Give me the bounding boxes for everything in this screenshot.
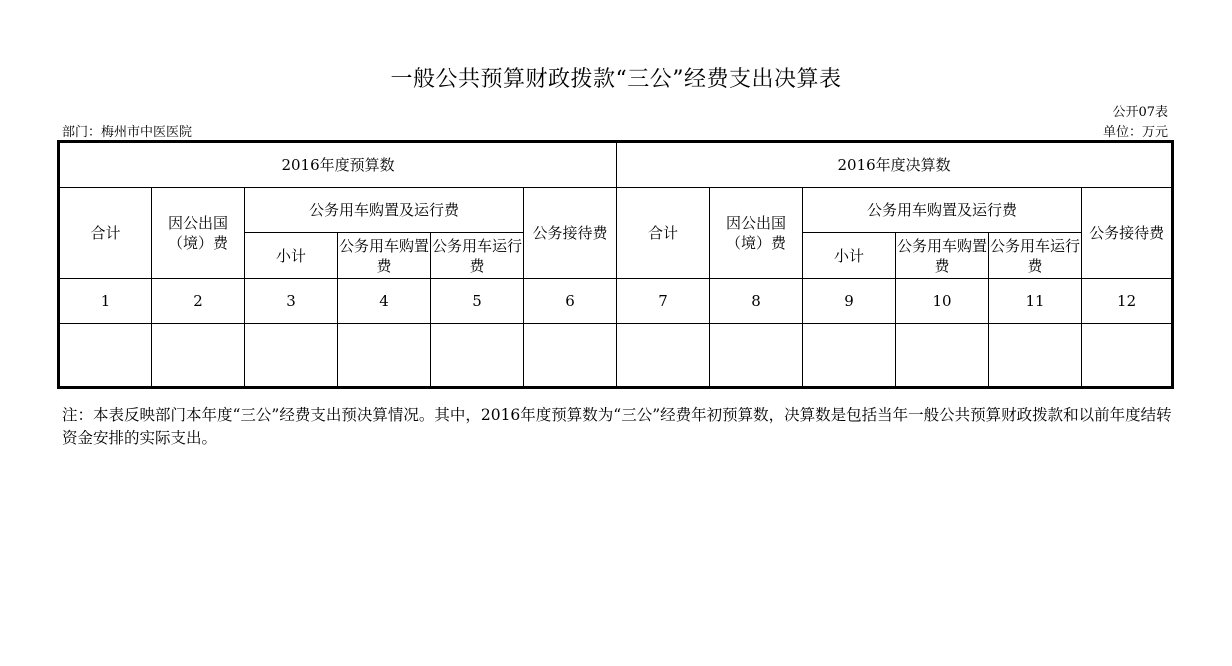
data-cell (710, 323, 803, 387)
column-number: 3 (245, 279, 338, 324)
data-cell (617, 323, 710, 387)
final-vehicle-operation-header: 公务用车运行费 (989, 233, 1082, 279)
table-row (59, 323, 1173, 387)
column-number: 4 (338, 279, 431, 324)
data-cell (803, 323, 896, 387)
budget-subtotal-header: 小计 (245, 233, 338, 279)
column-number: 12 (1082, 279, 1173, 324)
unit-label: 单位：万元 (1102, 125, 1168, 140)
final-total-header: 合计 (617, 187, 710, 278)
budget-total-header: 合计 (59, 187, 152, 278)
final-reception-header: 公务接待费 (1082, 187, 1173, 278)
budget-table (57, 140, 1174, 389)
column-number: 9 (803, 279, 896, 324)
column-number: 11 (989, 279, 1082, 324)
footnote: 注：本表反映部门本年度“三公”经费支出预决算情况。其中，2016年度预算数为“三公”经费年初预算数，决算数是包括当年一般公共预算财政拨款和以前年度结转资金安排的实际支出。 (62, 406, 1172, 447)
column-number: 1 (59, 279, 152, 324)
column-number: 8 (710, 279, 803, 324)
page-title: 一般公共预算财政拨款“三公”经费支出决算表 (390, 67, 842, 92)
data-cell (1082, 323, 1173, 387)
budget-group-header: 2016年度预算数 (59, 142, 617, 188)
department-label: 部门：梅州市中医医院 (62, 125, 193, 140)
data-cell (338, 323, 431, 387)
budget-abroad-header: 因公出国（境）费 (152, 187, 245, 278)
data-cell (524, 323, 617, 387)
column-number: 2 (152, 279, 245, 324)
budget-vehicle-purchase-header: 公务用车购置费 (338, 233, 431, 279)
budget-reception-header: 公务接待费 (524, 187, 617, 278)
data-cell (989, 323, 1082, 387)
data-cell (152, 323, 245, 387)
column-number: 7 (617, 279, 710, 324)
data-cell (896, 323, 989, 387)
final-group-header: 2016年度决算数 (617, 142, 1173, 188)
budget-vehicle-operation-header: 公务用车运行费 (431, 233, 524, 279)
column-number: 5 (431, 279, 524, 324)
final-subtotal-header: 小计 (803, 233, 896, 279)
column-number: 6 (524, 279, 617, 324)
final-vehicle-header: 公务用车购置及运行费 (803, 187, 1082, 233)
budget-vehicle-header: 公务用车购置及运行费 (245, 187, 524, 233)
final-abroad-header: 因公出国（境）费 (710, 187, 803, 278)
column-number-row (59, 279, 1173, 324)
final-vehicle-purchase-header: 公务用车购置费 (896, 233, 989, 279)
data-cell (245, 323, 338, 387)
column-number: 10 (896, 279, 989, 324)
data-cell (431, 323, 524, 387)
table-code: 公开07表 (1112, 105, 1168, 120)
data-cell (59, 323, 152, 387)
